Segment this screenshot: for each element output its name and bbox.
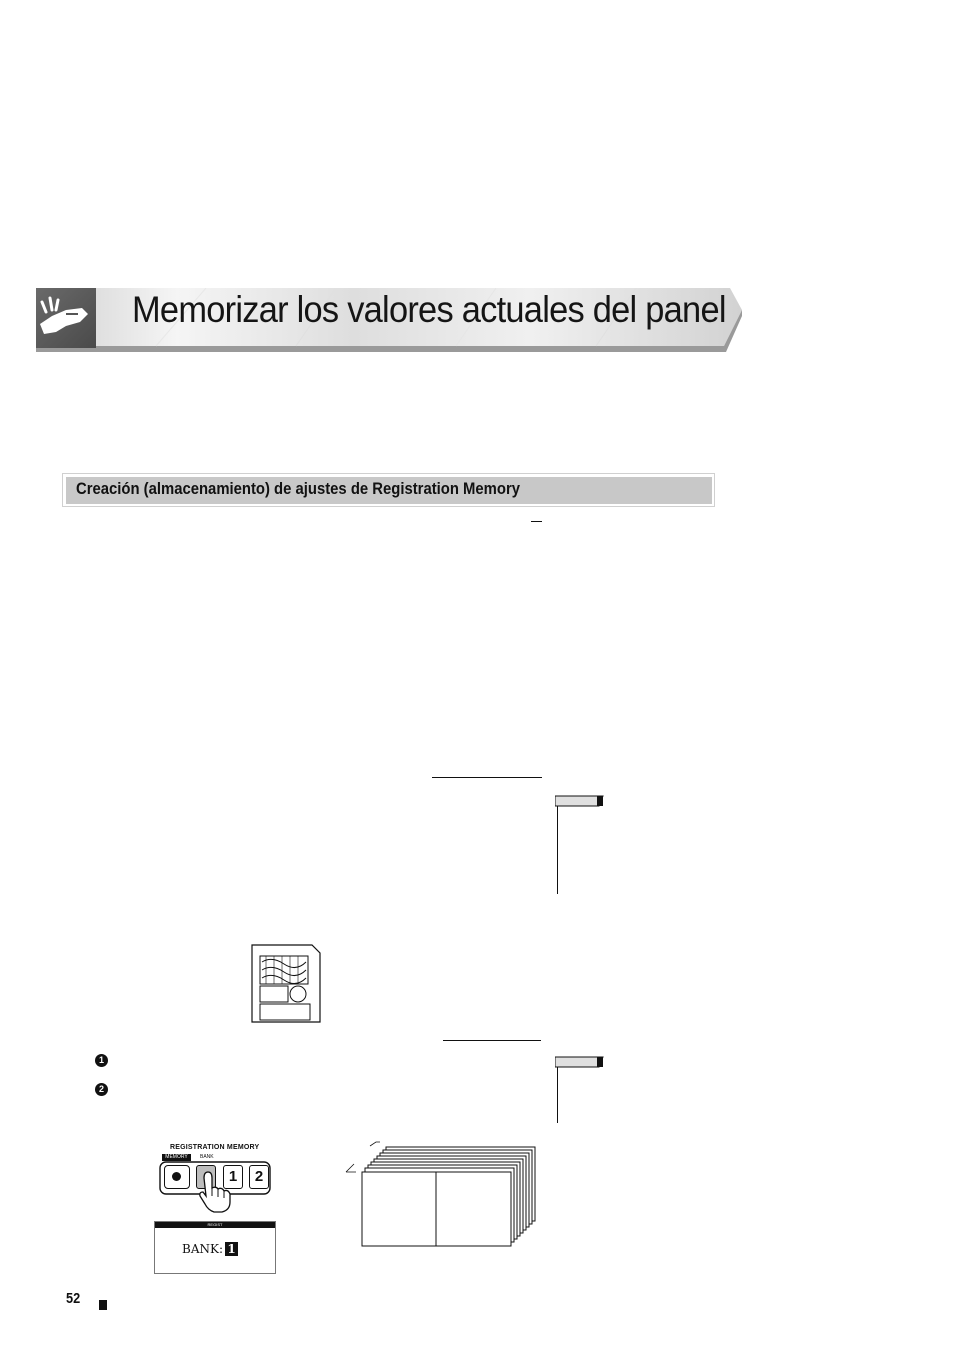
lcd-bank-number: 1 bbox=[225, 1242, 238, 1256]
registration-memory-label: REGISTRATION MEMORY bbox=[170, 1144, 260, 1151]
button-1-label: 1 bbox=[228, 1168, 238, 1185]
button-2-label: 2 bbox=[254, 1168, 264, 1185]
divider-rule bbox=[432, 777, 542, 778]
note-vertical-rule bbox=[557, 806, 558, 894]
memory-card-icon bbox=[250, 944, 322, 1024]
divider-rule-2 bbox=[443, 1040, 541, 1041]
banner-icon-box bbox=[36, 288, 96, 348]
memory-button[interactable] bbox=[164, 1165, 190, 1189]
memory-tag: MEMORY bbox=[162, 1154, 191, 1161]
record-dot-icon bbox=[172, 1172, 181, 1181]
registration-button-2[interactable] bbox=[249, 1165, 269, 1189]
lcd-header: REGIST bbox=[155, 1222, 275, 1228]
section-title: Creación (almacenamiento) de ajustes de Registration Memory bbox=[76, 480, 520, 498]
footer-marker bbox=[99, 1300, 107, 1310]
page-title: Memorizar los valores actuales del panel bbox=[132, 289, 726, 330]
stacked-banks-diagram bbox=[340, 1140, 540, 1250]
hand-press-icon bbox=[36, 288, 96, 348]
note-tab-icon bbox=[555, 795, 605, 807]
lcd-bank-label: BANK: bbox=[182, 1242, 223, 1256]
step-2-bullet: 2 bbox=[95, 1083, 108, 1096]
page-number: 52 bbox=[66, 1290, 81, 1307]
pressing-finger-icon bbox=[196, 1170, 236, 1214]
note-tab-icon-2 bbox=[555, 1056, 605, 1068]
bank-tag: BANK bbox=[200, 1154, 214, 1160]
step-1-bullet: 1 bbox=[95, 1054, 108, 1067]
note-vertical-rule-2 bbox=[557, 1067, 558, 1123]
short-rule bbox=[531, 521, 542, 522]
